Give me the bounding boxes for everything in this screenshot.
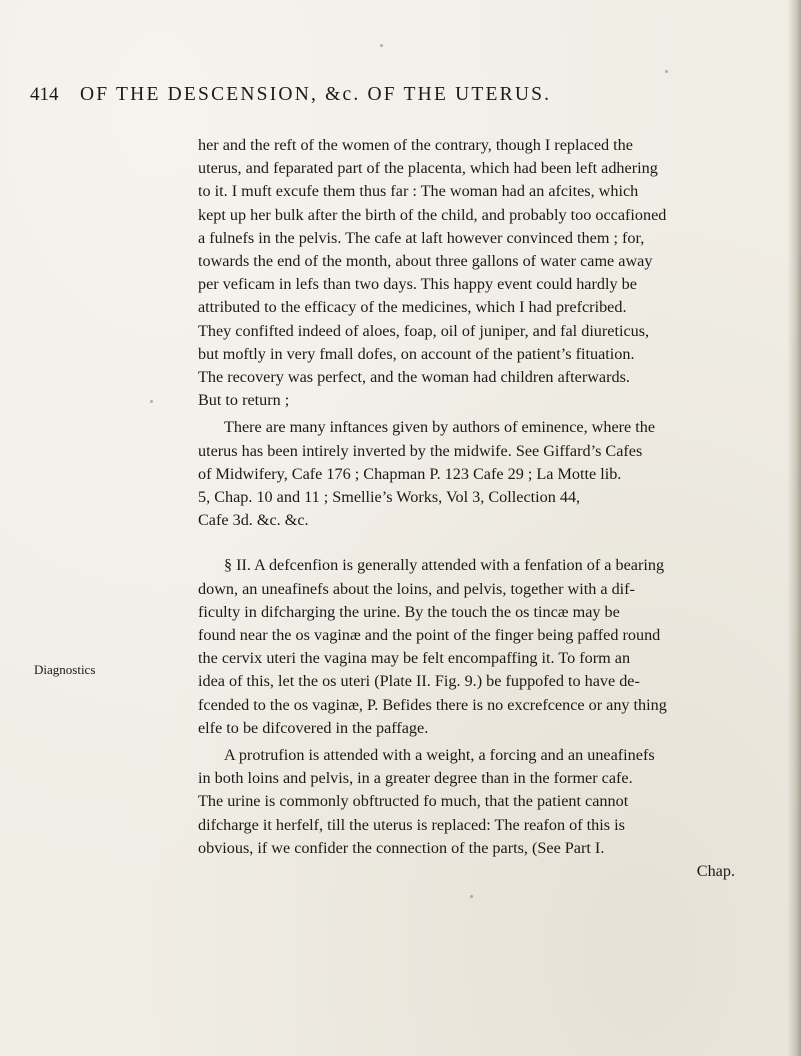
body-text	[198, 134, 743, 883]
text-line: a fulnefs in the pelvis. The cafe at laft however convinced them ; for,	[198, 228, 645, 247]
text-line: attributed to the efficacy of the medicines, which I had prefcribed.	[198, 298, 627, 317]
text-line: kept up her bulk after the birth of the child, and probably too occafioned	[198, 205, 667, 224]
text-line: uterus, and feparated part of the placenta, which had been left adhering	[198, 159, 658, 178]
text-line: but moftly in very fmall dofes, on account of the patient’s fituation.	[198, 344, 635, 363]
text-line: They confifted indeed of aloes, foap, oil of juniper, and fal diureticus,	[198, 321, 650, 340]
page-edge-shadow	[787, 0, 801, 1056]
running-head: OF THE DESCENSION, &c. OF THE UTERUS.	[80, 84, 552, 105]
text-line: elfe to be difcovered in the paffage.	[198, 718, 429, 737]
paragraph-1	[198, 134, 743, 412]
text-line: per veficam in lefs than two days. This happy event could hardly be	[198, 275, 637, 294]
page-header	[30, 84, 760, 114]
text-line: fcended to the os vaginæ, P. Befides there is no excrefcence or any thing	[198, 695, 667, 714]
text-line: idea of this, let the os uteri (Plate II. Fig. 9.) be fuppofed to have de-	[198, 672, 640, 691]
catchword: Chap.	[696, 862, 735, 881]
text-line: her and the reft of the women of the contrary, though I replaced the	[198, 136, 633, 154]
text-line: down, an uneafinefs about the loins, and pelvis, together with a dif-	[198, 579, 635, 598]
text-line: towards the end of the month, about three gallons of water came away	[198, 252, 653, 271]
text-line: the cervix uteri the vagina may be felt encompaffing it. To form an	[198, 649, 631, 668]
text-line: 5, Chap. 10 and 11 ; Smellie’s Works, Vol 3, Collection 44,	[198, 488, 581, 507]
text-line: ficulty in difcharging the urine. By the touch the os tincæ may be	[198, 602, 620, 621]
text-line: uterus has been intirely inverted by the midwife. See Giffard’s Cafes	[198, 441, 643, 460]
text-line: found near the os vaginæ and the point of the finger being paffed round	[198, 626, 661, 645]
text-line: But to return ;	[198, 391, 290, 410]
text-line: Cafe 3d. &c. &c.	[198, 511, 309, 530]
paragraph-2	[198, 416, 743, 532]
text-line: in both loins and pelvis, in a greater degree than in the former cafe.	[198, 769, 633, 788]
paper-speck	[665, 70, 668, 73]
page-number: 414	[30, 84, 59, 105]
paragraph-3	[198, 554, 743, 740]
text-line: obvious, if we confider the connection of the parts, (See Part I.	[198, 838, 605, 857]
marginal-note: Diagnostics	[34, 662, 96, 677]
paper-speck	[470, 895, 473, 898]
paragraph-4	[198, 744, 743, 883]
text-line: of Midwifery, Cafe 176 ; Chapman P. 123 Cafe 29 ; La Motte lib.	[198, 464, 622, 483]
text-line: There are many inftances given by authors of eminence, where the	[224, 418, 656, 437]
text-line: The recovery was perfect, and the woman had children afterwards.	[198, 368, 630, 387]
text-line: difcharge it herfelf, till the uterus is replaced: The reafon of this is	[198, 815, 625, 834]
text-line: A protrufion is attended with a weight, a forcing and an uneafinefs	[224, 746, 655, 765]
text-line: to it. I muft excufe them thus far : The woman had an afcites, which	[198, 182, 639, 201]
text-line: § II. A defcenfion is generally attended with a fenfation of a bearing	[224, 556, 665, 575]
paper-speck	[150, 400, 153, 403]
paper-speck	[380, 44, 383, 47]
text-line: The urine is commonly obftructed fo much, that the patient cannot	[198, 792, 629, 811]
